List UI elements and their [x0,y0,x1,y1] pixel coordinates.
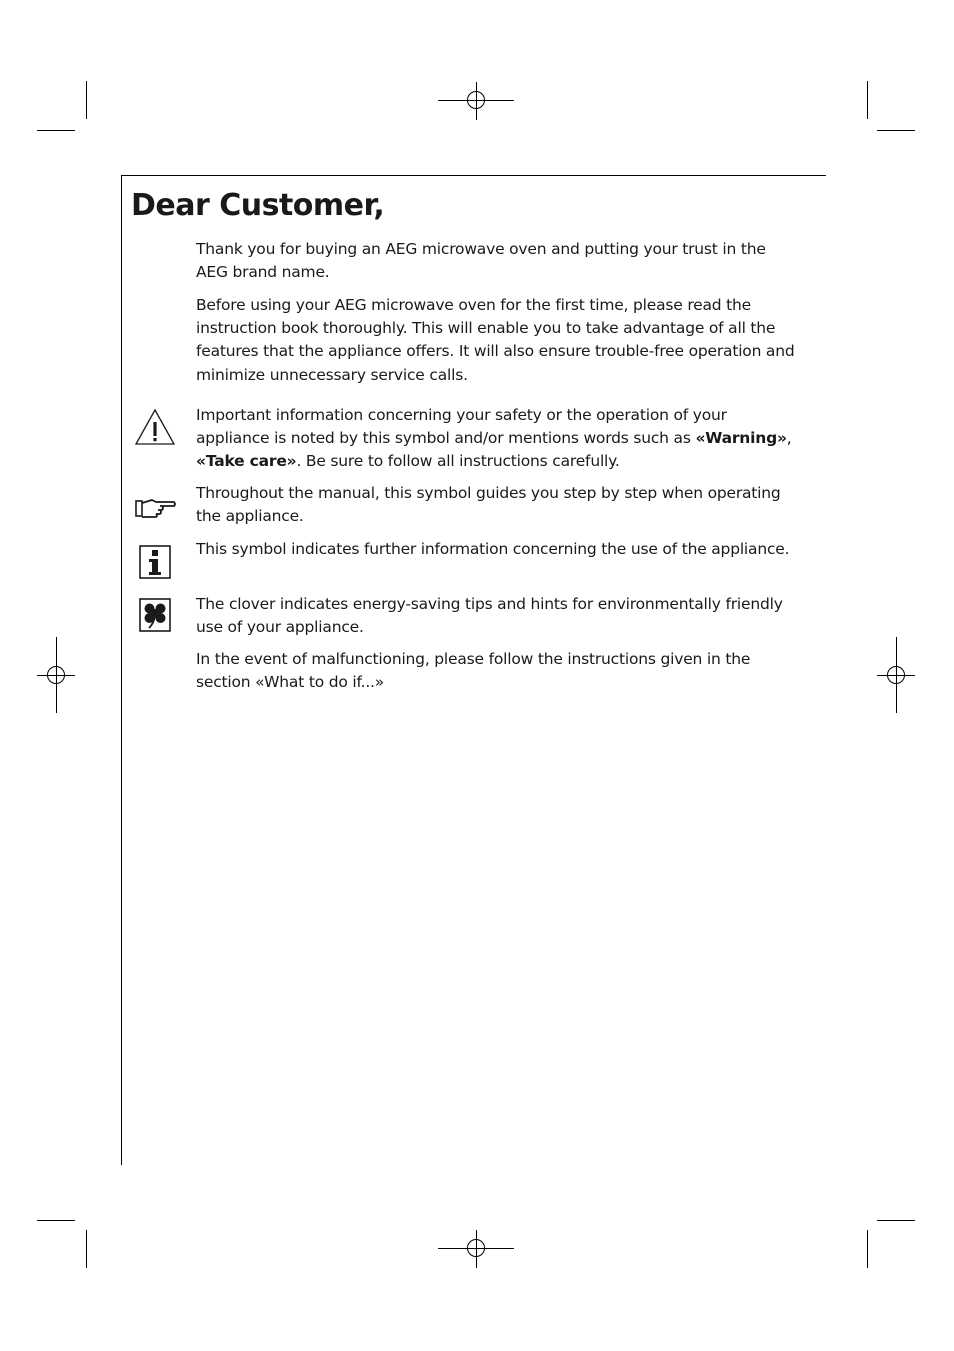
warning-text-before: Important information concerning your safety or the operation of your appliance is noted by this symbol and/or mentions words such as [196,406,727,448]
frame-left-rule [121,175,122,1165]
warning-text-after: . Be sure to follow all instructions carefully. [296,452,620,471]
crop-mark [867,81,868,119]
warning-comma: , [786,429,792,448]
intro-before-using-paragraph: Before using your AEG microwave oven for the first time, please read the instruction book thoroughly. This will enable you to take advantage of all the features that the appliance offers. It will also ensure trouble-free operation and minimize unnecessary service calls. [196,296,795,384]
crop-mark [37,1220,75,1221]
info-icon [139,545,171,579]
pointing-hand-icon [134,496,178,520]
malfunction-paragraph: In the event of malfunctioning, please follow the instructions given in the section «What to do if...» [196,650,751,692]
crop-mark [877,130,915,131]
take-care-keyword: «Take care» [196,452,297,471]
clover-paragraph: The clover indicates energy-saving tips and hints for environmentally friendly use of your appliance. [196,595,783,637]
frame-top-rule [121,175,826,176]
warning-keyword: «Warning» [695,429,787,448]
intro-thanks-paragraph: Thank you for buying an AEG microwave oven and putting your trust in the AEG brand name. [196,240,766,282]
page-title: Dear Customer, [131,188,385,223]
crop-mark [86,81,87,119]
warning-paragraph [196,404,796,474]
crop-mark [877,1220,915,1221]
step-paragraph: Throughout the manual, this symbol guides you step by step when operating the appliance. [196,484,781,526]
crop-mark [86,1230,87,1268]
crop-mark [867,1230,868,1268]
clover-icon [139,598,171,632]
crop-mark [37,130,75,131]
warning-triangle-icon [134,408,176,446]
info-paragraph: This symbol indicates further information concerning the use of the appliance. [196,540,790,558]
